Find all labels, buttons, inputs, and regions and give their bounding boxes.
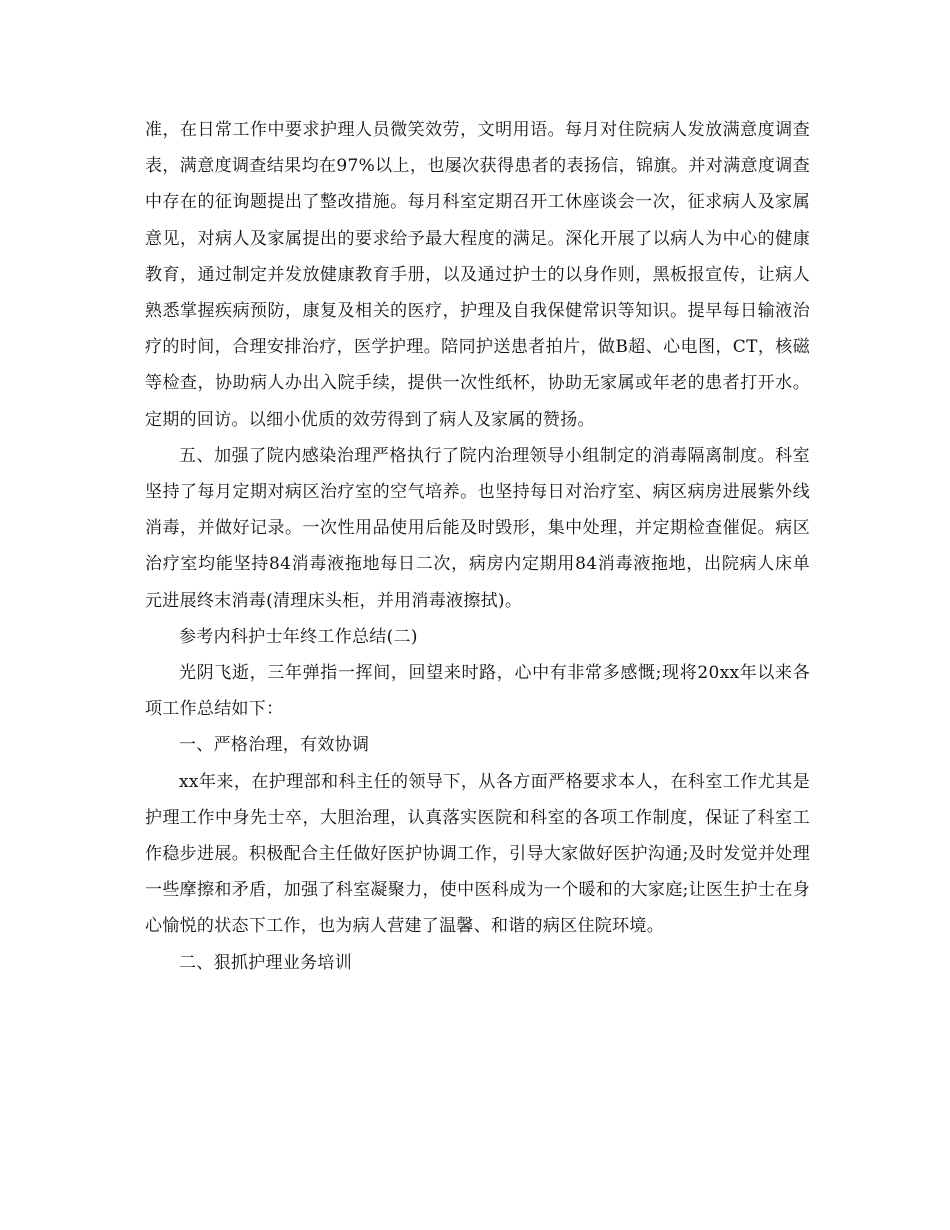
heading-strict-management: 一、严格治理，有效协调 (179, 735, 370, 756)
paragraph-patient-service: 准，在日常工作中要求护理人员微笑效劳，文明用语。每月对住院病人发放满意度调查表，满意度调查结果均在97%以上，也屡次获得患者的表扬信，锦旗。并对满意度调查中存在的征询题提出了整改措施。每月科室定期召开工休座谈会一次，征求病人及家属意见，对病人及家属提出的要求给予最大程度的满足。深化开展了以病人为中心的健康教育，通过制定并发放健康教育手册，以及通过护士的以身作则，黑板报宣传，让病人熟悉掌握疾病预防，康复及相关的医疗，护理及自我保健常识等知识。提早每日输液治疗的时间，合理安排治疗，医学护理。陪同护送患者拍片，做B超、心电图，CT，核磁等检查，协助病人办出入院手续，提供一次性纸杯，协助无家属或年老的患者打开水。定期的回访。以细小优质的效劳得到了病人及家属的赞扬。 (145, 120, 810, 430)
paragraph-management: xx年来，在护理部和科主任的领导下，从各方面严格要求本人，在科室工作尤其是护理工作中身先士卒，大胆治理，认真落实医院和科室的各项工作制度，保证了科室工作稳步进展。积极配合主任做好医护协调工作，引导大家做好医护沟通;及时发觉并处理一些摩擦和矛盾，加强了科室凝聚力，使中医科成为一个暖和的大家庭;让医生护士在身心愉悦的状态下工作，也为病人营建了温馨、和谐的病区住院环境。 (145, 771, 810, 937)
document-body (145, 112, 810, 981)
section-title-summary-two: 参考内科护士年终工作总结(二) (179, 626, 418, 647)
paragraph-infection-control: 五、加强了院内感染治理严格执行了院内治理领导小组制定的消毒隔离制度。科室坚持了每月定期对病区治疗室的空气培养。也坚持每日对治疗室、病区病房进展紫外线消毒，并做好记录。一次性用品使用后能及时毁形，集中处理，并定期检查催促。病区治疗室均能坚持84消毒液拖地每日二次，病房内定期用84消毒液拖地，出院病人床单元进展终末消毒(清理床头柜，并用消毒液擦拭)。 (145, 445, 810, 611)
heading-training: 二、狠抓护理业务培训 (179, 952, 352, 973)
paragraph-intro: 光阴飞逝，三年弹指一挥间，回望来时路，心中有非常多感慨;现将20xx年以来各项工作总结如下： (145, 663, 810, 720)
